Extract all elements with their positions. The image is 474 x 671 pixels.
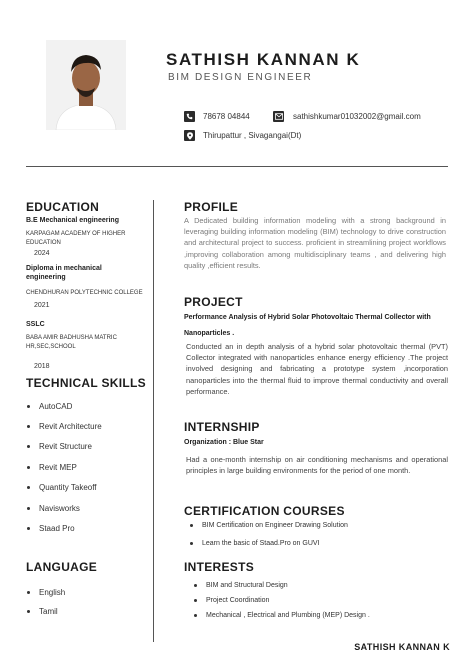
language-heading: LANGUAGE bbox=[26, 560, 98, 574]
interests-heading: INTERESTS bbox=[184, 560, 255, 574]
project-text: Conducted an in depth analysis of a hybrid solar photovoltaic thermal (PVT) Collector integrated with nanoparticles enhance energy efficiency .The project involved designing and fabricating a prototype system ,incorporation nanoparticles into the thermal fluid to improve thermal conductivity and overall performance. bbox=[186, 342, 448, 396]
header-name: SATHISH KANNAN K bbox=[166, 50, 361, 69]
skills-heading: TECHNICAL SKILLS bbox=[26, 376, 146, 390]
email-address[interactable]: sathishkumar01032002@gmail.com bbox=[293, 112, 421, 121]
phone-icon bbox=[184, 111, 195, 122]
profile-photo bbox=[46, 40, 126, 130]
language-item: Tamil bbox=[27, 607, 58, 616]
education-degree: SSLC bbox=[26, 321, 45, 328]
column-divider bbox=[153, 200, 154, 642]
education-year: 2021 bbox=[34, 302, 50, 309]
internship-text: Had a one-month internship on air conditioning mechanisms and operational principles in large building environments for the period of one month. bbox=[186, 455, 448, 476]
skill-item: AutoCAD bbox=[27, 402, 72, 411]
skill-item: Staad Pro bbox=[27, 524, 75, 533]
certification-heading: CERTIFICATION COURSES bbox=[184, 504, 345, 518]
interest-item: Mechanical , Electrical and Plumbing (MEP) Design . bbox=[194, 612, 370, 619]
location-icon bbox=[184, 130, 195, 141]
project-heading: PROJECT bbox=[184, 295, 243, 309]
skill-item: Navisworks bbox=[27, 504, 80, 513]
header-divider bbox=[26, 166, 448, 167]
education-degree: Diploma in mechanical engineering bbox=[26, 265, 102, 281]
certification-item: BIM Certification on Engineer Drawing Solution bbox=[190, 522, 348, 529]
language-item: English bbox=[27, 588, 65, 597]
education-school: KARPAGAM ACADEMY OF HIGHER EDUCATION bbox=[26, 231, 126, 246]
header-role: BIM DESIGN ENGINEER bbox=[168, 72, 313, 83]
interest-item: Project Coordination bbox=[194, 597, 269, 604]
email-icon bbox=[273, 111, 284, 122]
internship-org: Organization : Blue Star bbox=[184, 439, 264, 446]
education-year: 2024 bbox=[34, 250, 50, 257]
education-school: BABA AMIR BADHUSHA MATRIC HR,SEC,SCHOOL bbox=[26, 335, 117, 350]
skill-item: Revit MEP bbox=[27, 463, 77, 472]
skill-item: Revit Architecture bbox=[27, 422, 102, 431]
education-year: 2018 bbox=[34, 363, 50, 370]
education-heading: EDUCATION bbox=[26, 200, 100, 214]
footer-name: SATHISH KANNAN K bbox=[354, 642, 450, 652]
profile-text: A Dedicated building information modeling with a strong background in leveraging building information modeling (BIM) technology to drive construction and architectural project to success. proficient in streamlining project workflows ,improving collaboration among multidisciplinary teams , and delivering high quality ,efficient results. bbox=[184, 216, 446, 270]
skill-item: Quantity Takeoff bbox=[27, 483, 97, 492]
internship-heading: INTERNSHIP bbox=[184, 420, 260, 434]
location-text: Thirupattur , Sivagangai(Dt) bbox=[203, 131, 302, 140]
profile-heading: PROFILE bbox=[184, 200, 239, 214]
project-name: Performance Analysis of Hybrid Solar Photovoltaic Thermal Collector with Nanoparticles . bbox=[184, 314, 431, 337]
certification-item: Learn the basic of Staad.Pro on GUVI bbox=[190, 540, 320, 547]
skill-item: Revit Structure bbox=[27, 442, 92, 451]
interest-item: BIM and Structural Design bbox=[194, 582, 288, 589]
phone-number: 78678 04844 bbox=[203, 112, 250, 121]
education-degree: B.E Mechanical engineering bbox=[26, 217, 119, 224]
education-school: CHENDHURAN POLYTECHNIC COLLEGE bbox=[26, 290, 143, 296]
